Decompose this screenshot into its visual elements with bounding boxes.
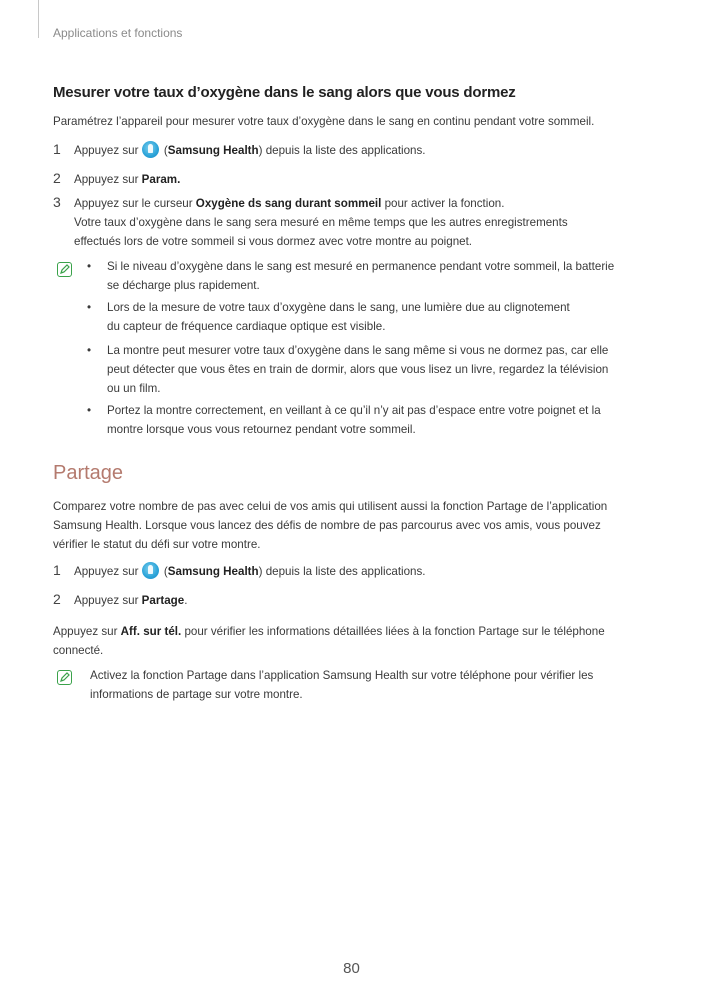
intro-line: vérifier le statut du défi sur votre montre. — [53, 538, 261, 551]
after-bold: Aff. sur tél. — [120, 625, 182, 638]
samsung-health-icon[interactable] — [142, 141, 159, 158]
note-pencil-icon — [57, 262, 72, 277]
step-text: Appuyez sur — [74, 173, 142, 186]
step-bold: Partage — [141, 594, 185, 607]
note-line: informations de partage sur votre montre. — [90, 688, 303, 701]
after-line: connecté. — [53, 644, 104, 657]
step-text: Appuyez sur le curseur — [74, 197, 196, 210]
samsung-health-icon[interactable] — [142, 562, 159, 579]
note-line: peut détecter que vous êtes en train de dormir, alors que vous lisez un livre, regardez la télévision — [107, 363, 609, 376]
note-line: La montre peut mesurer votre taux d’oxygène dans le sang même si vous ne dormez pas, car elle — [107, 344, 609, 357]
note-line: du capteur de fréquence cardiaque optique est visible. — [107, 320, 386, 333]
step-bold: Samsung Health — [167, 144, 259, 157]
step-text: Appuyez sur — [74, 594, 142, 607]
section-intro — [53, 497, 607, 554]
step-number: 3 — [53, 194, 61, 210]
note-text — [90, 666, 593, 704]
section-title-oxygen: Mesurer votre taux d’oxygène dans le sang alors que vous dormez — [53, 84, 516, 101]
step-text-post: pour activer la fonction. — [381, 197, 505, 210]
step-paren: ( — [160, 144, 168, 157]
section-title-partage: Partage — [53, 462, 124, 484]
note-line: Activez la fonction Partage dans l’application Samsung Health sur votre téléphone pour vérifier les — [90, 669, 594, 682]
note-line: montre lorsque vous vous retournez pendant votre sommeil. — [107, 423, 416, 436]
after-text-post: pour vérifier les informations détaillées liées à la fonction Partage sur le téléphone — [181, 625, 605, 638]
step-bold: Oxygène ds sang durant sommeil — [195, 197, 382, 210]
note-line: ou un film. — [107, 382, 161, 395]
step-number: 1 — [53, 562, 61, 578]
step-bold: Param. — [141, 173, 181, 186]
after-steps-text — [53, 622, 605, 660]
section-intro: Paramétrez l’appareil pour mesurer votre taux d’oxygène dans le sang en continu pendant votre sommeil. — [53, 115, 595, 128]
step-text: Appuyez sur — [74, 144, 142, 157]
step-text-post: ) depuis la liste des applications. — [258, 144, 426, 157]
note-line: Portez la montre correctement, en veillant à ce qu’il n’y ait pas d’espace entre votre poignet et la — [107, 404, 601, 417]
header-rule — [38, 0, 39, 38]
note-line: Si le niveau d’oxygène dans le sang est mesuré en permanence pendant votre sommeil, la batterie — [107, 260, 615, 273]
note-line: se décharge plus rapidement. — [107, 279, 260, 292]
step-paren: ( — [160, 565, 168, 578]
note-line: Lors de la mesure de votre taux d’oxygène dans le sang, une lumière due au clignotement — [107, 301, 570, 314]
step-text: Appuyez sur — [74, 565, 142, 578]
note-pencil-icon — [57, 670, 72, 685]
intro-line: Comparez votre nombre de pas avec celui de vos amis qui utilisent aussi la fonction Partage de l’application — [53, 500, 608, 513]
step-number: 2 — [53, 170, 61, 186]
page-number: 80 — [343, 960, 360, 977]
step-line: Votre taux d’oxygène dans le sang sera mesuré en même temps que les autres enregistrements — [74, 216, 568, 229]
breadcrumb: Applications et fonctions — [53, 26, 183, 40]
after-text: Appuyez sur — [53, 625, 121, 638]
step-bold: Samsung Health — [167, 565, 259, 578]
intro-line: Samsung Health. Lorsque vous lancez des défis de nombre de pas parcourus avec vos amis, vous pouvez — [53, 519, 601, 532]
step-text-post: . — [184, 594, 188, 607]
step-number: 1 — [53, 141, 61, 157]
step-text-post: ) depuis la liste des applications. — [258, 565, 426, 578]
step-line: effectués lors de votre sommeil si vous dormez avec votre montre au poignet. — [74, 235, 473, 248]
step-number: 2 — [53, 591, 61, 607]
